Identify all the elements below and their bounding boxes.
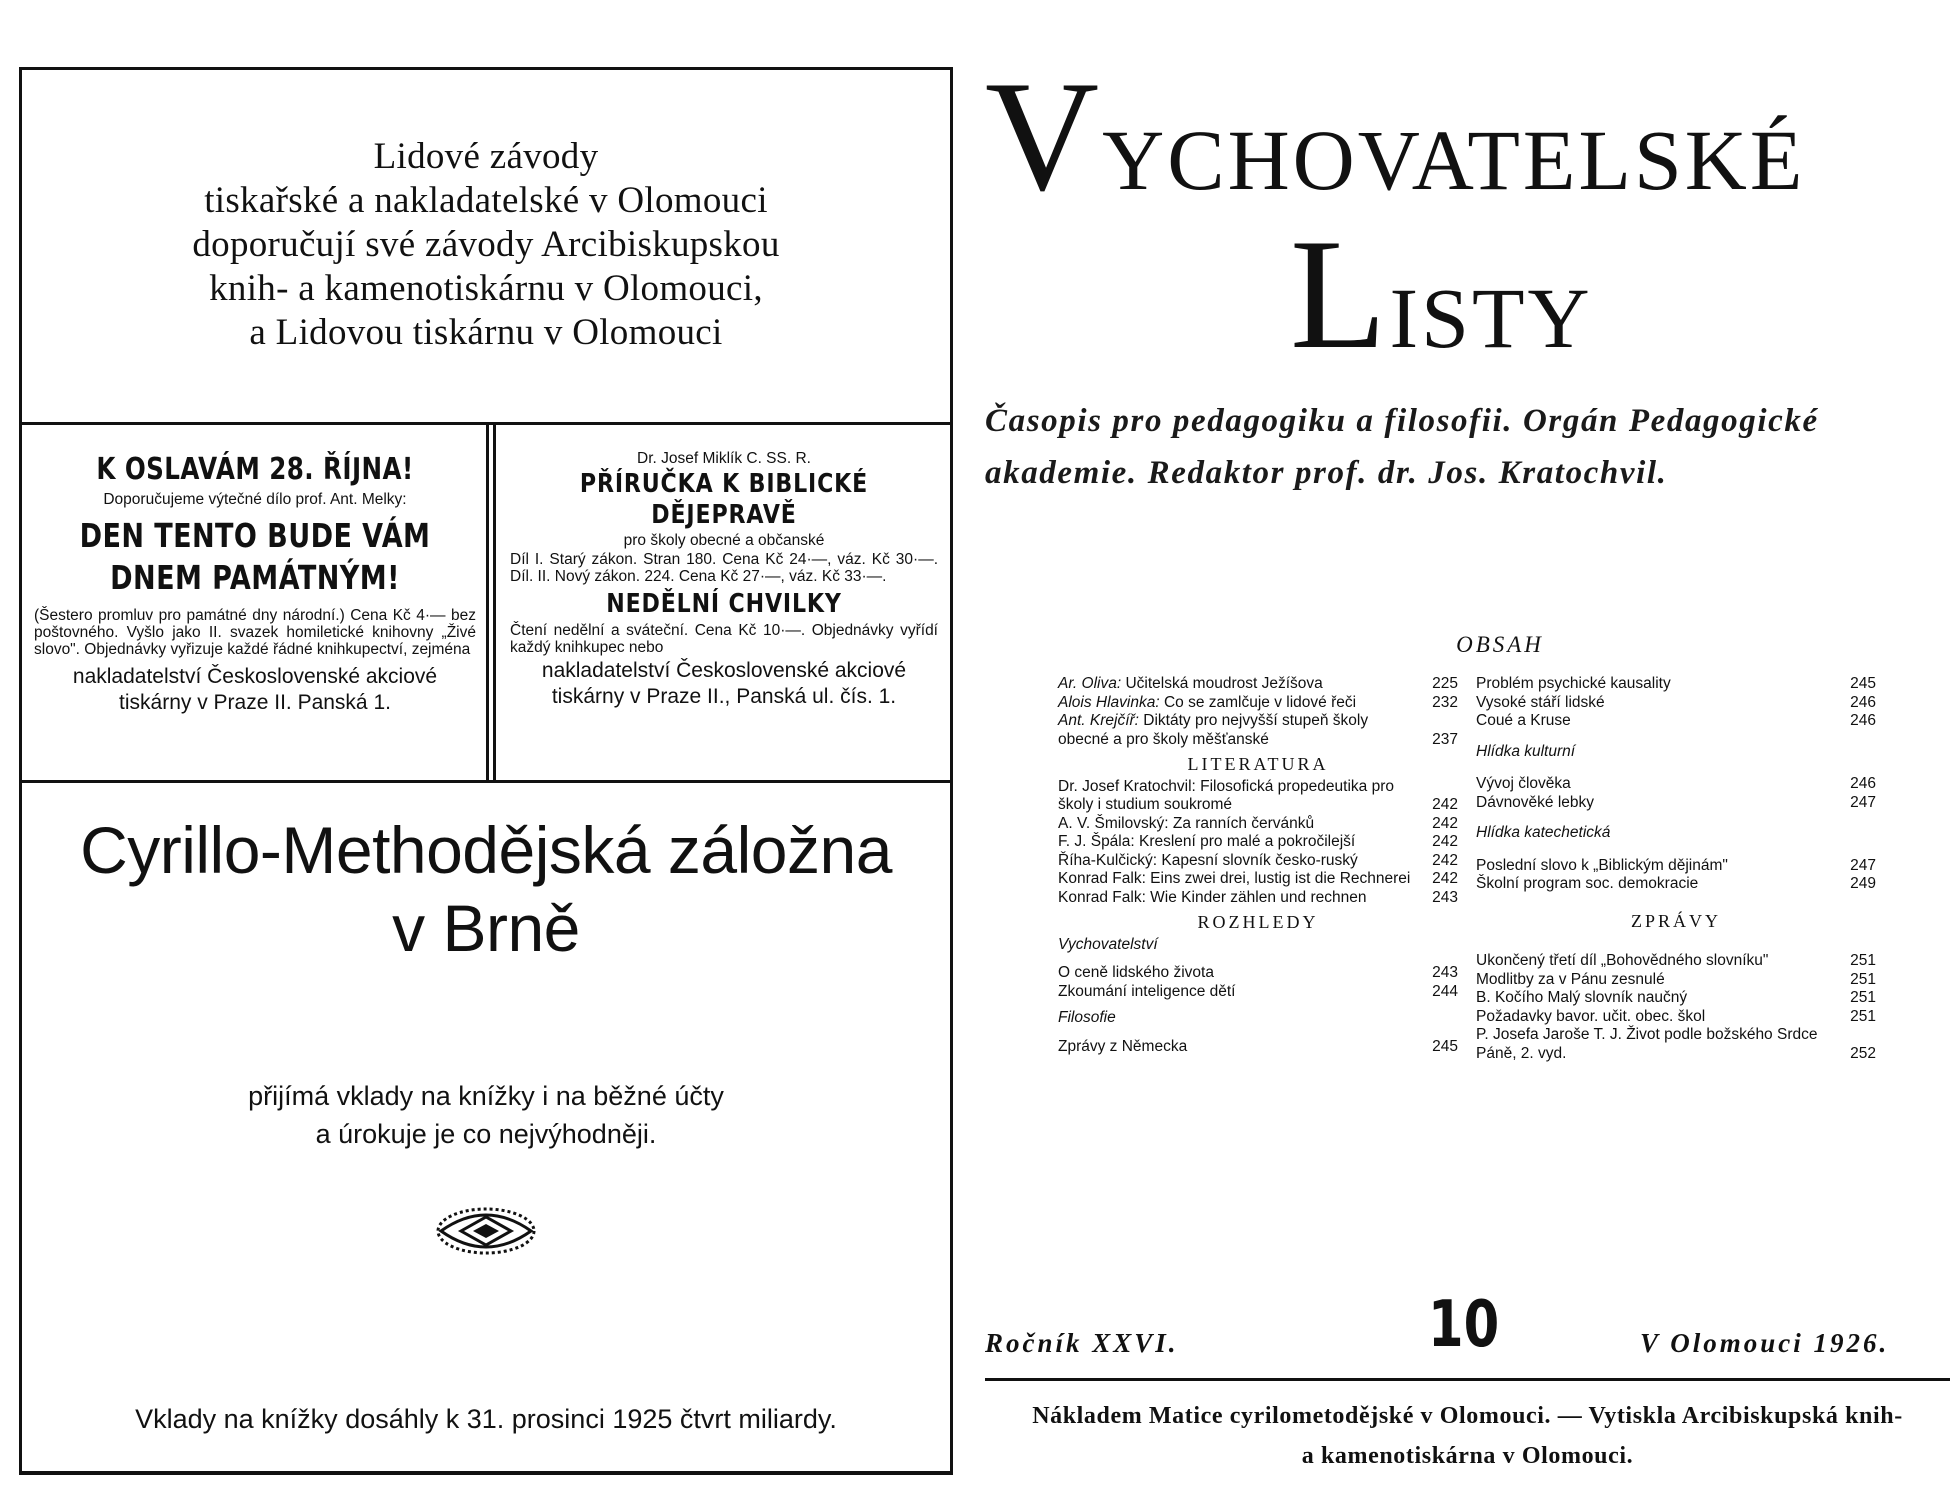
toc-entry [1476,694,1876,713]
bank-title: v Brně [392,891,580,965]
toc-title: Modlitby za v Pánu zesnulé [1476,970,1665,988]
bank-subtitle: přijímá vklady na knížky i na běžné účty [248,1081,724,1111]
toc-page: 242 [1432,814,1458,832]
toc-entry [1058,778,1458,815]
toc-title: Diktáty pro nejvyšší stupeň školy obecné a pro školy měšťanské [1058,712,1369,748]
toc-title: O ceně lidského života [1058,964,1214,981]
toc-title: Konrad Falk: Wie Kinder zählen und rechnen [1058,888,1367,906]
toc-title: Coué a Kruse [1476,712,1571,729]
toc-entry [1058,983,1458,1002]
masthead-text: ISTY [1389,270,1593,366]
ad-line: a Lidovou tiskárnu v Olomouci [249,312,723,353]
toc-heading: OBSAH [1456,632,1544,657]
toc-entry [1476,971,1876,990]
toc-entry [1058,852,1458,871]
ad-line: Lidové závody [373,136,599,177]
toc-entry [1476,952,1876,971]
toc-page: 242 [1432,851,1458,869]
toc-page: 251 [1850,1007,1876,1025]
toc-title: Říha-Kulčický: Kapesní slovník česko-ruský [1058,851,1358,869]
toc-title: Zprávy z Německa [1058,1037,1188,1055]
volume-label: Ročník XXVI. [985,1328,1179,1358]
toc-title: Konrad Falk: Eins zwei drei, lustig ist die Rechnerei [1058,870,1411,887]
toc-page: 249 [1850,875,1876,892]
toc-title: Dr. Josef Kratochvil: Filosofická propedeutika pro školy i studium soukromé [1058,777,1394,813]
toc-entry [1476,775,1876,794]
toc-section-heading: ZPRÁVY [1630,910,1721,931]
toc-page: 242 [1432,833,1458,850]
toc-page: 242 [1432,796,1458,813]
toc-entry [1476,712,1876,731]
toc-entry [1476,794,1876,813]
bank-footer: Vklady na knížky dosáhly k 31. prosinci 1925 čtvrt miliardy. [135,1404,837,1434]
toc-entry [1058,1038,1458,1057]
issue-number: 10 [1428,1288,1500,1362]
toc-subsection-heading: Hlídka katechetická [1476,824,1611,841]
ad-book-title: DEN TENTO BUDE VÁM [79,516,431,555]
toc-page: 245 [1432,1037,1458,1055]
ad-row-two-columns [22,425,950,783]
advertisement-page [19,67,953,1475]
masthead-initial: L [1290,207,1390,382]
toc-entry [1476,857,1876,876]
ad-oslavam [22,425,486,780]
ad-book-title: DĚJEPRAVĚ [651,500,797,530]
toc-title: Poslední slovo k „Biblickým dějinám" [1476,856,1728,874]
toc-page: 247 [1850,856,1876,874]
masthead-initial: V [985,49,1103,224]
masthead-text: YCHOVATELSKÉ [1102,112,1806,208]
ad-intro: Doporučujeme výtečné dílo prof. Ant. Melky: [103,491,407,508]
toc-page: 251 [1850,970,1876,988]
toc-title: Požadavky bavor. učit. obec. škol [1476,1007,1706,1025]
toc-author: Alois Hlavinka: [1058,693,1160,711]
toc-title: F. J. Špála: Kreslení pro malé a pokročilejší [1058,833,1356,850]
toc-title: Zkoumání inteligence dětí [1058,982,1236,1000]
column-divider [486,425,496,780]
journal-subtitle: Časopis pro pedagogiku a filosofii. Orgán Pedagogické akademie. Redaktor prof. dr. Jos. Kratochvil. [985,403,1819,491]
ad-lidove-zavody [22,70,950,425]
toc-author: Ar. Oliva: [1058,675,1122,692]
toc-page: 243 [1432,964,1458,981]
toc-title: Dávnověké lebky [1476,793,1595,811]
toc-entry [1476,675,1876,694]
toc-page: 251 [1850,989,1876,1006]
publisher-line: a kamenotiskárna v Olomouci. [1301,1443,1634,1469]
toc-title: Vývoj člověka [1476,775,1571,792]
toc-page: 242 [1432,870,1458,887]
toc-entry [1058,964,1458,983]
toc-page: 252 [1850,1044,1876,1062]
toc-page: 225 [1432,675,1458,692]
toc-page: 246 [1850,712,1876,729]
toc-subsection-heading: Filosofie [1058,1009,1116,1026]
toc-subsection-heading: Hlídka kulturní [1476,742,1576,760]
toc-entry [1058,870,1458,889]
toc-entry [1058,694,1458,713]
ad-book-title: PŘÍRUČKA K BIBLICKÉ [579,469,869,499]
toc-entry [1476,1026,1876,1063]
ad-body: (Šestero promluv pro památné dny národní.) Cena Kč 4·— bez poštovného. Vyšlo jako II. svazek homiletické knihovny „Živé slovo". Objednávky vyřizuje každé řádné knihkupectví, zejména [34,607,476,658]
toc-page: 251 [1850,952,1876,969]
toc-page: 246 [1850,775,1876,792]
toc-page: 245 [1850,675,1876,692]
toc-subsection-heading: Vychovatelství [1058,935,1158,953]
toc-section-heading: ROZHLEDY [1197,912,1319,932]
ad-body: Díl I. Starý zákon. Stran 180. Cena Kč 24·—, váz. Kč 30·—. Díl. II. Nový zákon. 224. Cena Kč 27·—, váz. Kč 33·—. [510,551,938,585]
toc-title: B. Kočího Malý slovník naučný [1476,989,1688,1006]
ad-headline: K OSLAVÁM 28. ŘÍJNA! [96,452,414,487]
toc-title: Co se zamlčuje v lidové řeči [1163,693,1357,711]
toc-title: P. Josefa Jaroše T. J. Život podle božského Srdce Páně, 2. vyd. [1476,1026,1818,1062]
toc-title: Vysoké stáří lidské [1476,693,1605,711]
ad-book-subtitle: pro školy obecné a občanské [623,532,825,549]
toc-entry [1058,815,1458,834]
toc-title: A. V. Šmilovský: Za ranních červánků [1058,814,1315,832]
ad-author: Dr. Josef Miklík C. SS. R. [637,450,811,467]
toc-entry [1058,675,1458,694]
masthead-line-1 [985,49,1950,224]
toc-page: 246 [1850,693,1876,711]
toc-page: 247 [1850,793,1876,811]
toc-page: 244 [1432,982,1458,1000]
ad-body: Čtení nedělní a sváteční. Cena Kč 10·—. Objednávky vyřídí každý knihkupec nebo [510,622,938,656]
ad-book-title: DNEM PAMÁTNÝM! [110,558,400,597]
ad-publisher: nakladatelství Československé akciové tiskárny v Praze II., Panská ul. čís. 1. [541,659,907,708]
publisher-line: Nákladem Matice cyrilometodějské v Olomouci. — Vytiskla Arcibiskupská knih- [1032,1403,1903,1429]
bank-subtitle: a úrokuje je co nejvýhodněji. [315,1119,657,1149]
ad-line: doporučují své závody Arcibiskupskou [192,224,780,265]
ad-zalozna [22,783,950,1473]
toc-entry [1058,889,1458,908]
masthead-line-2 [1290,207,1593,382]
ornament-icon [22,1201,950,1261]
ad-line: knih- a kamenotiskárnu v Olomouci, [209,268,763,309]
footer-rule [985,1378,1950,1381]
ad-line: tiskařské a nakladatelské v Olomouci [204,180,768,221]
toc-entry [1476,875,1876,894]
toc-entry [1058,712,1458,749]
publisher-imprint [985,1396,1950,1476]
toc-page: 237 [1432,730,1458,748]
toc-right-column [1476,675,1876,1063]
ad-prirucka [498,425,950,780]
toc-page: 243 [1432,888,1458,906]
toc-title: Školní program soc. demokracie [1476,875,1699,892]
ad-publisher: nakladatelství Československé akciové tiskárny v Praze II. Panská 1. [72,665,438,714]
toc-page: 232 [1432,693,1458,711]
toc-title: Učitelská moudrost Ježíšova [1125,675,1323,692]
toc-left-column [1058,675,1458,1056]
bank-title: Cyrillo-Methodějská záložna [80,813,892,887]
toc-title: Ukončený třetí díl „Bohovědného slovníku" [1476,952,1769,969]
toc-title: Problém psychické kausality [1476,675,1671,692]
place-date: V Olomouci 1926. [1640,1328,1890,1358]
toc-section-heading: LITERATURA [1187,754,1329,774]
toc-entry [1476,1008,1876,1027]
toc-author: Ant. Krejčíř: [1058,712,1139,729]
ad-book-title: NEDĚLNÍ CHVILKY [606,589,842,619]
toc-entry [1058,833,1458,852]
toc-entry [1476,989,1876,1008]
